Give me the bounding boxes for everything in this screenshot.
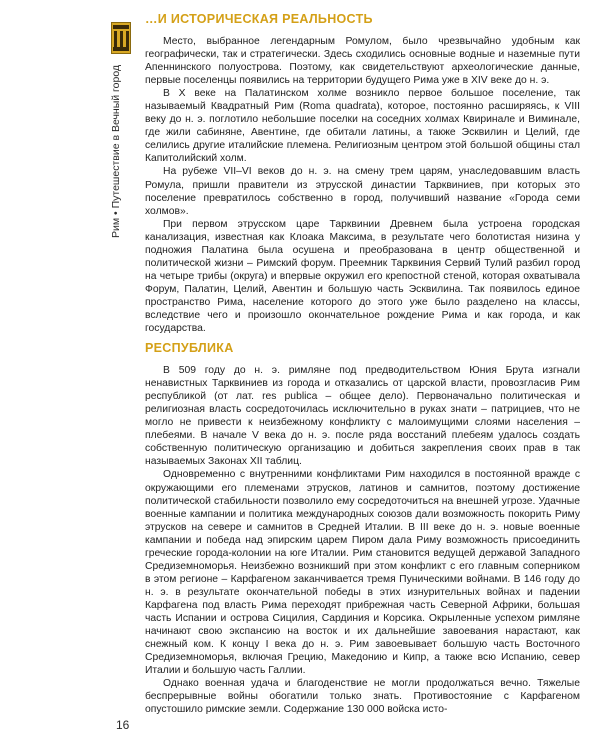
running-head: Рим • Путешествие в Вечный город (110, 65, 122, 239)
paragraph: Одновременно с внутренними конфликтами Рим находился в постоянной вражде с окружающими его племенами этрусков, латинов и самнитов, поэтому достижение политической стабильности позволило ему сосредоточиться на внешней угрозе. Удачные военные кампании и политика международных союзов дали возможность покорить Риму этрусков на севере и самнитов в Средней Италии. В III веке до н. э. новые военные кампании и победа над эпирским царем Пиром дала Риму возможность присоединить греческие города-колонии на юге Италии. Рим становится ведущей державой Западного Средиземноморья. Неизбежно возникший при этом конфликт с его главным соперником в этом регионе – Карфагеном заканчивается тремя Пуническими войнами. В 146 году до н. э. в результате окончательной победы в этих изнурительных войнах и падении Карфагена под власть Рима переходят прибрежная часть Северной Африки, большая часть Испании и острова Сицилия, Сардиния и Корсика. Окрыленные успехом римляне начинают свою экспансию на восток и их дальнейшие завоевания нарастают, как снежный ком. К концу I века до н. э. Рим завоевывает большую часть Восточного Средиземноморья, включая Грецию, Македонию и Кипр, а также всю Испанию, север Италии и большую часть Галлии. (145, 469, 580, 677)
paragraph: В X веке на Палатинском холме возникло первое большое поселение, так называемый Квадратный Рим (Roma quadrata), которое, постоянно расширяясь, к VIII веку до н. э. поглотило небольшие поселки на соседних холмах Квиринале и Виминале, где жили сабиняне, Авентине, где обитали латины, а также Эсквилин и Целий, где селились другие италийские племена. Религиозным центром этой большой общины стал Капитолийский холм. (145, 88, 580, 165)
paragraph: В 509 году до н. э. римляне под предводительством Юния Брута изгнали ненавистных Тарквиниев из города и отказались от царской власти, провозгласив Рим республикой (от лат. res publica – общее дело). Первоначально политическая и религиозная власть сосредоточилась исключительно в руках знати – патрициев, что не могло не привести к неизбежному конфликту с малоимущими слоями населения – плебеями. В начале V века до н. э. после ряда восстаний плебеям удалось создать собственную политическую организацию и добиться закрепления своих прав в так называемых Законах XII таблиц. (145, 365, 580, 468)
page-number: 16 (116, 718, 130, 732)
paragraph: Место, выбранное легендарным Ромулом, было чрезвычайно удобным как географически, так и стратегически. Здесь сходились основные водные и наземные пути Апеннинского полуострова. Поэтому, как свидетельствуют археологические данные, первые поселенцы появились на территории будущего Рима уже в XIV веке до н. э. (145, 36, 580, 87)
roman-temple-emblem-icon (111, 22, 131, 54)
page-content (145, 12, 580, 716)
section-heading-republic: РЕСПУБЛИКА (145, 341, 234, 356)
paragraph: На рубеже VII–VI веков до н. э. на смену трем царям, унаследовавшим власть Ромула, пришли правители из этрусской династии Тарквиниев, при которых это поселение превратилось собственно в город, получивший название «Города семи холмов». (145, 166, 580, 217)
section-heading-historical-reality: …И ИСТОРИЧЕСКАЯ РЕАЛЬНОСТЬ (145, 12, 373, 26)
paragraph: Однако военная удача и благоденствие не могли продолжаться вечно. Тяжелые беспрерывные войны обогатили только знать. Противостояние с Карфагеном опустошило римские земли. Содержание 130 000 войска исто- (145, 678, 580, 716)
paragraph: При первом этрусском царе Тарквинии Древнем была устроена городская канализация, известная как Клоака Максима, в результате чего болотистая низина у подножия Палатина была осушена и преобразована в центр общественной и политической жизни – Римский форум. Преемник Тарквиния Сервий Тулий разбил город на четыре трибы (округа) и впервые окружил его крепостной стеной, которая охватывала Форум, Палатин, Целий, Авентин и большую часть Эсквилина. Так появилось единое пространство Рима, население которого до этого уже было разделено на классы, вследствие чего и произошло окончательное рождение Рима и как города, и как государства. (145, 218, 580, 335)
